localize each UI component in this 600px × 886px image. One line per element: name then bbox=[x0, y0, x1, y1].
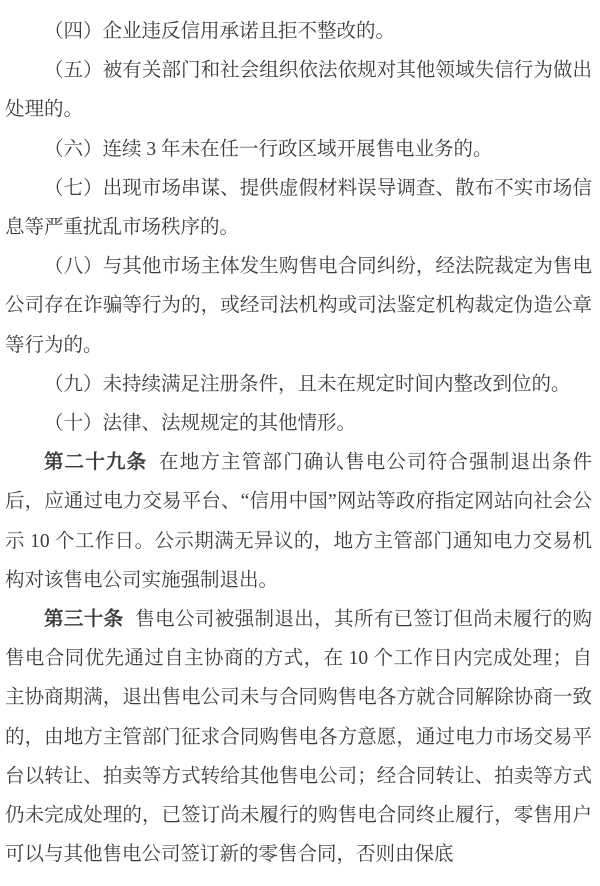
paragraph-text: （九）未持续满足注册条件，且未在规定时间内整改到位的。 bbox=[44, 373, 571, 395]
paragraph bbox=[5, 443, 592, 600]
paragraph bbox=[5, 404, 592, 443]
paragraph bbox=[5, 600, 592, 874]
article-number: 第二十九条 bbox=[44, 452, 148, 474]
paragraph-text: 在地方主管部门确认售电公司符合强制退出条件后，应通过电力交易平台、“信用中国”网站等政府指定网站向社会公示 10 个工作日。公示期满无异议的，地方主管部门通知电力交易机构对该售电公司实施强制退出。 bbox=[5, 452, 592, 591]
paragraph bbox=[5, 12, 592, 51]
paragraph-text: （六）连续 3 年未在任一行政区域开展售电业务的。 bbox=[44, 138, 493, 160]
article-number: 第三十条 bbox=[44, 609, 124, 631]
paragraph-text: （四）企业违反信用承诺且拒不整改的。 bbox=[44, 21, 396, 42]
paragraph-text: （十）法律、法规规定的其他情形。 bbox=[44, 413, 357, 435]
paragraph-text: （八）与其他市场主体发生购售电合同纠纷，经法院裁定为售电公司存在诈骗等行为的，或经司法机构或司法鉴定机构裁定伪造公章等行为的。 bbox=[5, 256, 592, 356]
paragraph bbox=[5, 169, 592, 247]
paragraph bbox=[5, 365, 592, 404]
paragraph bbox=[5, 130, 592, 169]
paragraph bbox=[5, 247, 592, 365]
paragraph-text: 售电公司被强制退出，其所有已签订但尚未履行的购售电合同优先通过自主协商的方式，在 10 个工作日内完成处理；自主协商期满，退出售电公司未与合同购售电各方就合同解除协商一致的，由地方主管部门征求合同购售电各方意愿，通过电力市场交易平台以转让、拍卖等方式转给其他售电公司；经合同转让、拍卖等方式仍未完成处理的，已签订尚未履行的购售电合同终止履行，零售用户可以与其他售电公司签订新的零售合同，否则由保底 bbox=[5, 609, 592, 866]
paragraph bbox=[5, 51, 592, 129]
paragraph-text: （七）出现市场串谋、提供虚假材料误导调查、散布不实市场信息等严重扰乱市场秩序的。 bbox=[5, 177, 592, 239]
paragraph-text: （五）被有关部门和社会组织依法依规对其他领域失信行为做出处理的。 bbox=[5, 60, 592, 121]
